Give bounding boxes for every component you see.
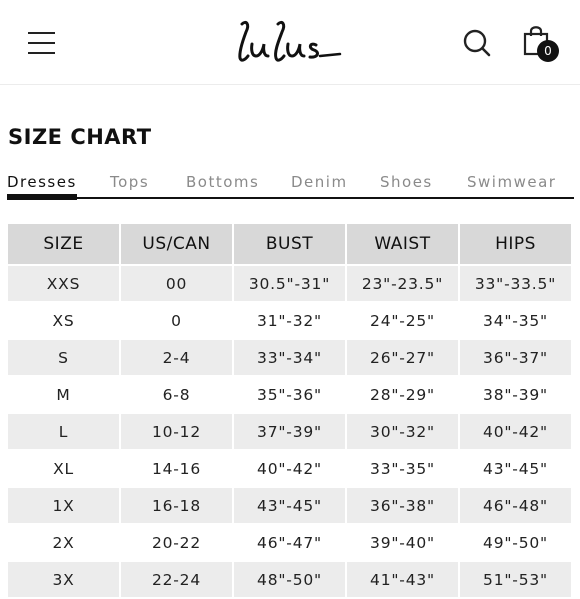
cell-hips: 40"-42" (460, 414, 571, 449)
table-row (8, 562, 571, 597)
cell-waist: 33"-35" (370, 459, 435, 478)
header-bust: BUST (234, 224, 345, 264)
table-row (8, 377, 571, 412)
cell-bust: 46"-47" (257, 533, 322, 552)
cell-size: L (8, 414, 119, 449)
cell-us-can: 6-8 (162, 385, 191, 404)
tab-bottoms[interactable]: Bottoms (186, 173, 260, 191)
cell-us-can: 00 (121, 266, 232, 301)
page-title: SIZE CHART (8, 125, 152, 149)
cell-size: 1X (8, 488, 119, 523)
cell-us-can: 20-22 (151, 533, 202, 552)
cell-waist: 23"-23.5" (347, 266, 458, 301)
cell-hips: 38"-39" (483, 385, 548, 404)
cell-waist: 36"-38" (347, 488, 458, 523)
size-chart-table (6, 222, 573, 599)
shopping-bag-button[interactable] (522, 24, 560, 64)
cell-bust: 37"-39" (234, 414, 345, 449)
cell-hips: 49"-50" (483, 533, 548, 552)
cell-bust: 33"-34" (234, 340, 345, 375)
cell-waist: 28"-29" (370, 385, 435, 404)
cart-count-badge: 0 (537, 40, 559, 62)
cell-size: M (56, 385, 71, 404)
cell-hips: 36"-37" (460, 340, 571, 375)
header-size: SIZE (8, 224, 119, 264)
cell-bust: 43"-45" (234, 488, 345, 523)
site-header (0, 0, 580, 85)
cell-hips: 46"-48" (460, 488, 571, 523)
size-chart-table-wrap (7, 222, 573, 599)
cell-waist: 39"-40" (370, 533, 435, 552)
table-row (8, 414, 571, 449)
header-waist: WAIST (347, 224, 458, 264)
search-icon[interactable] (462, 28, 492, 58)
cell-size: 2X (52, 533, 75, 552)
cell-hips: 34"-35" (483, 311, 548, 330)
cell-hips: 33"-33.5" (460, 266, 571, 301)
cell-bust: 35"-36" (257, 385, 322, 404)
tab-swimwear[interactable]: Swimwear (467, 173, 557, 191)
cell-us-can: 10-12 (121, 414, 232, 449)
cell-bust: 40"-42" (257, 459, 322, 478)
header-us-can: US/CAN (121, 224, 232, 264)
table-row (8, 488, 571, 523)
tab-dresses[interactable]: Dresses (7, 173, 77, 191)
cell-hips: 43"-45" (483, 459, 548, 478)
cell-hips: 51"-53" (460, 562, 571, 597)
table-row (8, 525, 571, 560)
cell-us-can: 0 (171, 311, 182, 330)
cell-bust: 31"-32" (257, 311, 322, 330)
hamburger-menu-icon[interactable] (28, 32, 56, 54)
tab-denim[interactable]: Denim (291, 173, 348, 191)
table-row (8, 266, 571, 301)
cell-size: S (8, 340, 119, 375)
table-row (8, 451, 571, 486)
cell-bust: 48"-50" (234, 562, 345, 597)
cell-us-can: 2-4 (121, 340, 232, 375)
cell-size: XS (52, 311, 75, 330)
cell-bust: 30.5"-31" (234, 266, 345, 301)
cell-waist: 24"-25" (370, 311, 435, 330)
category-tabs (0, 170, 580, 200)
cell-us-can: 14-16 (151, 459, 202, 478)
tab-shoes[interactable]: Shoes (380, 173, 433, 191)
table-row (8, 340, 571, 375)
cell-waist: 30"-32" (347, 414, 458, 449)
cell-waist: 26"-27" (347, 340, 458, 375)
table-header-row (8, 224, 571, 264)
cell-size: XL (53, 459, 74, 478)
cell-waist: 41"-43" (347, 562, 458, 597)
active-tab-indicator (7, 194, 77, 200)
cell-size: 3X (8, 562, 119, 597)
tabs-divider (7, 197, 574, 199)
cell-us-can: 16-18 (121, 488, 232, 523)
brand-logo[interactable] (236, 18, 344, 66)
tab-tops[interactable]: Tops (110, 173, 150, 191)
table-row (8, 303, 571, 338)
header-hips: HIPS (460, 224, 571, 264)
cell-us-can: 22-24 (121, 562, 232, 597)
logo-graphic (236, 18, 344, 66)
cell-size: XXS (8, 266, 119, 301)
